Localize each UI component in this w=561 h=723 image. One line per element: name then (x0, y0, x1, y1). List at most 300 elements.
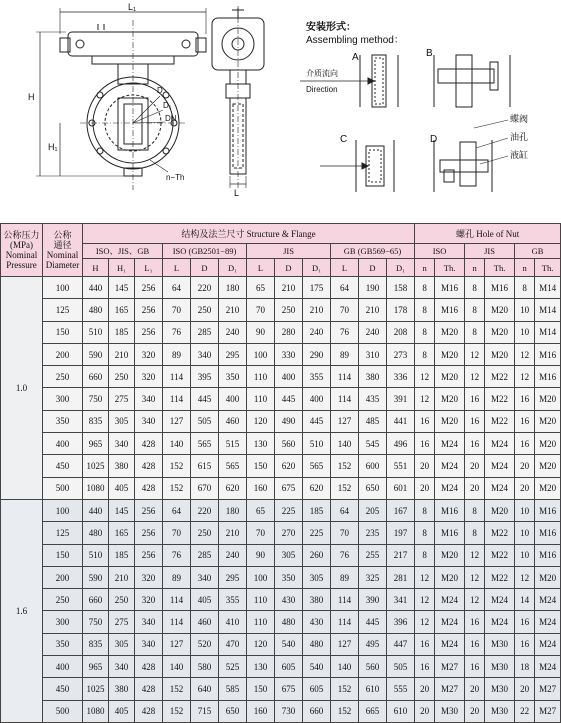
table-cell: 10 (515, 299, 535, 321)
part-label-hydraulic-cylinder: 液缸 (510, 150, 529, 160)
table-cell: M30 (485, 633, 515, 655)
table-cell: M30 (485, 700, 515, 722)
table-cell: 460 (219, 410, 247, 432)
table-cell: 715 (191, 700, 219, 722)
table-cell: 180 (219, 499, 247, 521)
assembly-title-en: Assembling method： (306, 35, 404, 46)
table-row (1, 544, 561, 566)
table-cell: 12 (465, 566, 485, 588)
table-cell: 220 (191, 277, 219, 299)
table-cell: 305 (303, 566, 331, 588)
table-cell: 256 (135, 544, 163, 566)
table-cell: 190 (359, 277, 387, 299)
table-cell: M27 (535, 700, 561, 722)
table-cell: 10 (515, 522, 535, 544)
table-cell: 445 (275, 388, 303, 410)
table-cell: 1080 (83, 477, 109, 499)
table-cell: 235 (359, 522, 387, 544)
table-cell: 20 (415, 455, 435, 477)
table-row (1, 589, 561, 611)
table-cell: 76 (163, 544, 191, 566)
table-cell: 16 (515, 410, 535, 432)
table-cell: M24 (485, 611, 515, 633)
table-row (1, 410, 561, 432)
table-cell: 16 (465, 410, 485, 432)
method-c-label: C (340, 134, 348, 145)
table-cell: 565 (191, 433, 219, 455)
table-cell: 10 (515, 321, 535, 343)
table-cell: 405 (109, 477, 135, 499)
table-cell: 281 (387, 566, 415, 588)
table-cell: M20 (535, 477, 561, 499)
table-cell: 16 (415, 433, 435, 455)
table-row (1, 343, 561, 365)
table-cell: 255 (359, 544, 387, 566)
table-cell: 350 (275, 566, 303, 588)
table-cell: M16 (485, 277, 515, 299)
nominal-diameter-cell: 450 (43, 678, 83, 700)
dim-nth: n−Th (166, 173, 185, 182)
table-cell: 150 (247, 455, 275, 477)
table-cell: 750 (83, 611, 109, 633)
table-cell: 100 (247, 566, 275, 588)
table-cell: 435 (359, 388, 387, 410)
table-cell: 65 (247, 499, 275, 521)
table-cell: 340 (191, 566, 219, 588)
table-cell: 120 (247, 410, 275, 432)
header-nut-gb: GB (515, 244, 561, 259)
nominal-diameter-cell: 100 (43, 499, 83, 521)
table-cell: 8 (465, 277, 485, 299)
table-cell: 320 (135, 589, 163, 611)
table-cell: 20 (415, 700, 435, 722)
table-cell: 8 (415, 343, 435, 365)
table-cell: 525 (219, 656, 247, 678)
table-cell: M24 (485, 589, 515, 611)
table-row (1, 388, 561, 410)
table-cell: 127 (163, 633, 191, 655)
table-cell: 590 (83, 343, 109, 365)
table-cell: M16 (435, 277, 465, 299)
column-header: D₁ (219, 259, 247, 277)
table-cell: 217 (387, 544, 415, 566)
table-cell: 12 (465, 343, 485, 365)
table-cell: 295 (219, 343, 247, 365)
table-cell: 110 (247, 366, 275, 388)
table-cell: M24 (435, 589, 465, 611)
table-cell: 480 (83, 522, 109, 544)
table-cell: 340 (135, 611, 163, 633)
table-cell: 70 (331, 299, 359, 321)
table-cell: 64 (163, 277, 191, 299)
table-cell: 490 (275, 410, 303, 432)
table-cell: 505 (387, 656, 415, 678)
table-cell: 225 (303, 522, 331, 544)
table-cell: 127 (331, 410, 359, 432)
table-cell: 165 (109, 522, 135, 544)
table-cell: 180 (219, 277, 247, 299)
table-cell: 660 (83, 589, 109, 611)
table-cell: 64 (331, 499, 359, 521)
method-d-label: D (430, 134, 438, 145)
table-cell: 20 (515, 477, 535, 499)
table-cell: M20 (435, 343, 465, 365)
method-a-label: A (352, 52, 359, 63)
table-cell: 70 (331, 522, 359, 544)
table-cell: 145 (109, 499, 135, 521)
table-cell: 20 (465, 700, 485, 722)
table-cell: 340 (109, 656, 135, 678)
table-cell: 295 (219, 566, 247, 588)
table-cell: 380 (109, 455, 135, 477)
table-cell: 16 (465, 633, 485, 655)
table-cell: 320 (135, 566, 163, 588)
table-cell: 660 (303, 700, 331, 722)
table-cell: M20 (485, 299, 515, 321)
table-cell: M16 (535, 544, 561, 566)
table-cell: M20 (435, 321, 465, 343)
table-cell: 340 (191, 343, 219, 365)
table-cell: 114 (331, 366, 359, 388)
table-cell: 89 (331, 343, 359, 365)
column-header: L (331, 259, 359, 277)
table-cell: 428 (135, 700, 163, 722)
table-cell: 130 (247, 433, 275, 455)
table-cell: 485 (359, 410, 387, 432)
nominal-diameter-cell: 125 (43, 522, 83, 544)
table-cell: 210 (219, 522, 247, 544)
table-cell: M20 (535, 455, 561, 477)
table-cell: 89 (163, 566, 191, 588)
table-cell: 8 (465, 299, 485, 321)
dim-d: D (157, 86, 163, 95)
table-cell: 145 (109, 277, 135, 299)
table-cell: 380 (359, 366, 387, 388)
table-cell: 605 (275, 656, 303, 678)
table-cell: 175 (303, 277, 331, 299)
table-cell: 440 (83, 499, 109, 521)
column-header: L₁ (135, 259, 163, 277)
table-row (1, 633, 561, 655)
table-cell: 670 (191, 477, 219, 499)
table-row (1, 321, 561, 343)
table-cell: 341 (387, 589, 415, 611)
table-cell: M16 (435, 299, 465, 321)
table-cell: 660 (83, 366, 109, 388)
nominal-diameter-cell: 400 (43, 433, 83, 455)
table-cell: 650 (219, 700, 247, 722)
table-cell: M24 (535, 633, 561, 655)
table-cell: 160 (247, 477, 275, 499)
table-cell: 560 (359, 656, 387, 678)
table-cell: 8 (415, 299, 435, 321)
table-cell: 8 (465, 499, 485, 521)
table-cell: 178 (387, 299, 415, 321)
table-cell: 240 (219, 321, 247, 343)
table-cell: 290 (303, 343, 331, 365)
table-cell: 520 (191, 633, 219, 655)
table-cell: 8 (465, 522, 485, 544)
table-cell: 114 (331, 611, 359, 633)
table-cell: M20 (435, 566, 465, 588)
table-row (1, 522, 561, 544)
table-row (1, 433, 561, 455)
table-cell: 130 (247, 656, 275, 678)
nominal-diameter-cell: 100 (43, 277, 83, 299)
table-cell: 140 (163, 433, 191, 455)
table-cell: 250 (191, 299, 219, 321)
table-cell: 152 (331, 700, 359, 722)
nominal-diameter-cell: 200 (43, 566, 83, 588)
table-cell: 390 (359, 589, 387, 611)
header-group-iso-jis-gb: ISO、JIS、GB (83, 244, 163, 259)
table-cell: 16 (515, 611, 535, 633)
table-cell: 355 (219, 589, 247, 611)
table-cell: 355 (303, 366, 331, 388)
table-cell: 8 (415, 522, 435, 544)
table-cell: 20 (415, 477, 435, 499)
nominal-diameter-cell: 150 (43, 321, 83, 343)
header-nut-jis: JIS (465, 244, 515, 259)
column-header: n (515, 259, 535, 277)
table-cell: 445 (191, 388, 219, 410)
table-cell: 965 (83, 433, 109, 455)
table-cell: 18 (515, 656, 535, 678)
table-cell: 305 (275, 544, 303, 566)
table-row (1, 299, 561, 321)
table-cell: 428 (135, 678, 163, 700)
table-cell: 445 (359, 611, 387, 633)
table-cell: 256 (135, 277, 163, 299)
column-header: D (191, 259, 219, 277)
table-cell: 16 (465, 656, 485, 678)
table-cell: M24 (485, 433, 515, 455)
table-cell: 590 (83, 566, 109, 588)
dim-d1: D₁ (163, 101, 172, 110)
table-cell: 76 (331, 544, 359, 566)
table-cell: 380 (109, 678, 135, 700)
table-cell: 447 (387, 633, 415, 655)
table-cell: M20 (485, 321, 515, 343)
table-cell: 8 (515, 277, 535, 299)
table-cell: 835 (83, 633, 109, 655)
table-cell: 496 (387, 433, 415, 455)
table-cell: M24 (485, 455, 515, 477)
table-cell: 12 (415, 589, 435, 611)
table-cell: 8 (415, 321, 435, 343)
table-cell: 240 (303, 321, 331, 343)
table-cell: 730 (275, 700, 303, 722)
table-cell: 10 (515, 544, 535, 566)
table-cell: M24 (485, 477, 515, 499)
table-cell: M20 (535, 433, 561, 455)
table-cell: M20 (435, 366, 465, 388)
header-group-iso: ISO (GB2501−89) (163, 244, 247, 259)
table-cell: 510 (83, 544, 109, 566)
table-row (1, 566, 561, 588)
table-cell: 16 (415, 410, 435, 432)
table-cell: 12 (465, 589, 485, 611)
table-cell: 440 (83, 277, 109, 299)
table-cell: 510 (303, 433, 331, 455)
table-cell: 70 (247, 522, 275, 544)
table-cell: 551 (387, 455, 415, 477)
table-cell: M24 (435, 455, 465, 477)
table-cell: M14 (535, 277, 561, 299)
table-cell: 250 (109, 366, 135, 388)
column-header: H₁ (109, 259, 135, 277)
table-cell: 152 (163, 678, 191, 700)
table-cell: 460 (191, 611, 219, 633)
table-cell: 114 (331, 388, 359, 410)
table-cell: 250 (109, 589, 135, 611)
table-cell: M22 (485, 566, 515, 588)
table-cell: 340 (109, 433, 135, 455)
table-cell: 391 (387, 388, 415, 410)
table-cell: 140 (163, 656, 191, 678)
table-cell: M24 (435, 633, 465, 655)
table-cell: 205 (359, 499, 387, 521)
table-cell: M27 (535, 678, 561, 700)
table-cell: 70 (163, 299, 191, 321)
table-cell: 114 (163, 589, 191, 611)
table-cell: 410 (219, 611, 247, 633)
dim-l1: L₁ (128, 2, 137, 12)
method-b-label: B (426, 48, 433, 59)
column-header: Th. (435, 259, 465, 277)
table-cell: M16 (535, 499, 561, 521)
table-cell: 150 (247, 678, 275, 700)
table-cell: 1025 (83, 455, 109, 477)
table-cell: 256 (135, 499, 163, 521)
table-row (1, 477, 561, 499)
table-cell: 165 (109, 299, 135, 321)
nominal-diameter-cell: 250 (43, 366, 83, 388)
header-structure-flange: 结构及法兰尺寸 Structure & Flange (83, 224, 415, 244)
table-cell: 560 (275, 433, 303, 455)
table-cell: 565 (303, 455, 331, 477)
table-cell: 275 (109, 611, 135, 633)
table-row (1, 277, 561, 299)
table-cell: 70 (247, 299, 275, 321)
table-cell: 750 (83, 388, 109, 410)
table-cell: 495 (359, 633, 387, 655)
table-cell: M27 (435, 656, 465, 678)
table-cell: 480 (303, 633, 331, 655)
table-cell: 160 (247, 700, 275, 722)
table-cell: 197 (387, 522, 415, 544)
table-cell: M20 (435, 410, 465, 432)
table-cell: 340 (135, 388, 163, 410)
assembly-d-valve (460, 142, 476, 186)
table-cell: 620 (303, 477, 331, 499)
table-cell: 167 (387, 499, 415, 521)
table-cell: 565 (219, 455, 247, 477)
table-cell: 12 (415, 611, 435, 633)
table-cell: 89 (163, 343, 191, 365)
table-cell: 600 (359, 455, 387, 477)
table-cell: 90 (247, 321, 275, 343)
table-cell: 12 (465, 366, 485, 388)
column-header: D₁ (303, 259, 331, 277)
table-cell: 610 (359, 678, 387, 700)
table-cell: 428 (135, 477, 163, 499)
table-cell: 396 (387, 611, 415, 633)
table-cell: M24 (535, 589, 561, 611)
table-cell: 580 (191, 656, 219, 678)
table-cell: 350 (219, 366, 247, 388)
table-cell: 8 (415, 277, 435, 299)
table-cell: 110 (247, 611, 275, 633)
table-cell: 152 (331, 455, 359, 477)
table-cell: 114 (163, 366, 191, 388)
table-cell: 640 (191, 678, 219, 700)
table-cell: 152 (331, 477, 359, 499)
table-cell: 64 (163, 499, 191, 521)
table-cell: 1080 (83, 700, 109, 722)
table-cell: 340 (135, 410, 163, 432)
table-cell: 405 (109, 700, 135, 722)
column-header: n (415, 259, 435, 277)
table-cell: 610 (387, 700, 415, 722)
table-cell: 185 (303, 499, 331, 521)
table-cell: 400 (219, 388, 247, 410)
table-row (1, 656, 561, 678)
table-cell: 12 (465, 544, 485, 566)
table-cell: M24 (435, 477, 465, 499)
table-cell: 210 (359, 299, 387, 321)
table-cell: 16 (515, 633, 535, 655)
table-cell: M30 (435, 700, 465, 722)
assembly-b-valve (456, 55, 472, 107)
table-cell: M20 (435, 388, 465, 410)
table-cell: 620 (275, 455, 303, 477)
table-cell: 114 (331, 589, 359, 611)
nominal-diameter-cell: 300 (43, 388, 83, 410)
table-cell: 430 (303, 611, 331, 633)
table-cell: 585 (219, 678, 247, 700)
table-cell: M16 (435, 499, 465, 521)
column-header: D₁ (387, 259, 415, 277)
table-cell: 310 (359, 343, 387, 365)
header-nut-iso: ISO (415, 244, 465, 259)
table-cell: 325 (359, 566, 387, 588)
table-cell: M22 (485, 522, 515, 544)
dim-h1: H₁ (48, 142, 58, 152)
table-cell: 428 (135, 455, 163, 477)
table-cell: M24 (435, 611, 465, 633)
table-cell: 20 (515, 455, 535, 477)
table-cell: 16 (415, 633, 435, 655)
table-cell: 210 (109, 566, 135, 588)
column-header: D (275, 259, 303, 277)
table-cell: 395 (191, 366, 219, 388)
table-cell: 89 (331, 566, 359, 588)
table-cell: 16 (515, 388, 535, 410)
table-cell: M14 (535, 299, 561, 321)
table-cell: 152 (331, 678, 359, 700)
table-cell: 16 (415, 656, 435, 678)
table-cell: 480 (275, 611, 303, 633)
table-cell: 152 (163, 700, 191, 722)
table-cell: 280 (275, 321, 303, 343)
table-cell: 250 (275, 299, 303, 321)
table-cell: 305 (109, 410, 135, 432)
pressure-cell: 1.6 (1, 499, 43, 722)
table-cell: M20 (535, 388, 561, 410)
dimension-spec-table (0, 223, 561, 723)
table-row (1, 611, 561, 633)
